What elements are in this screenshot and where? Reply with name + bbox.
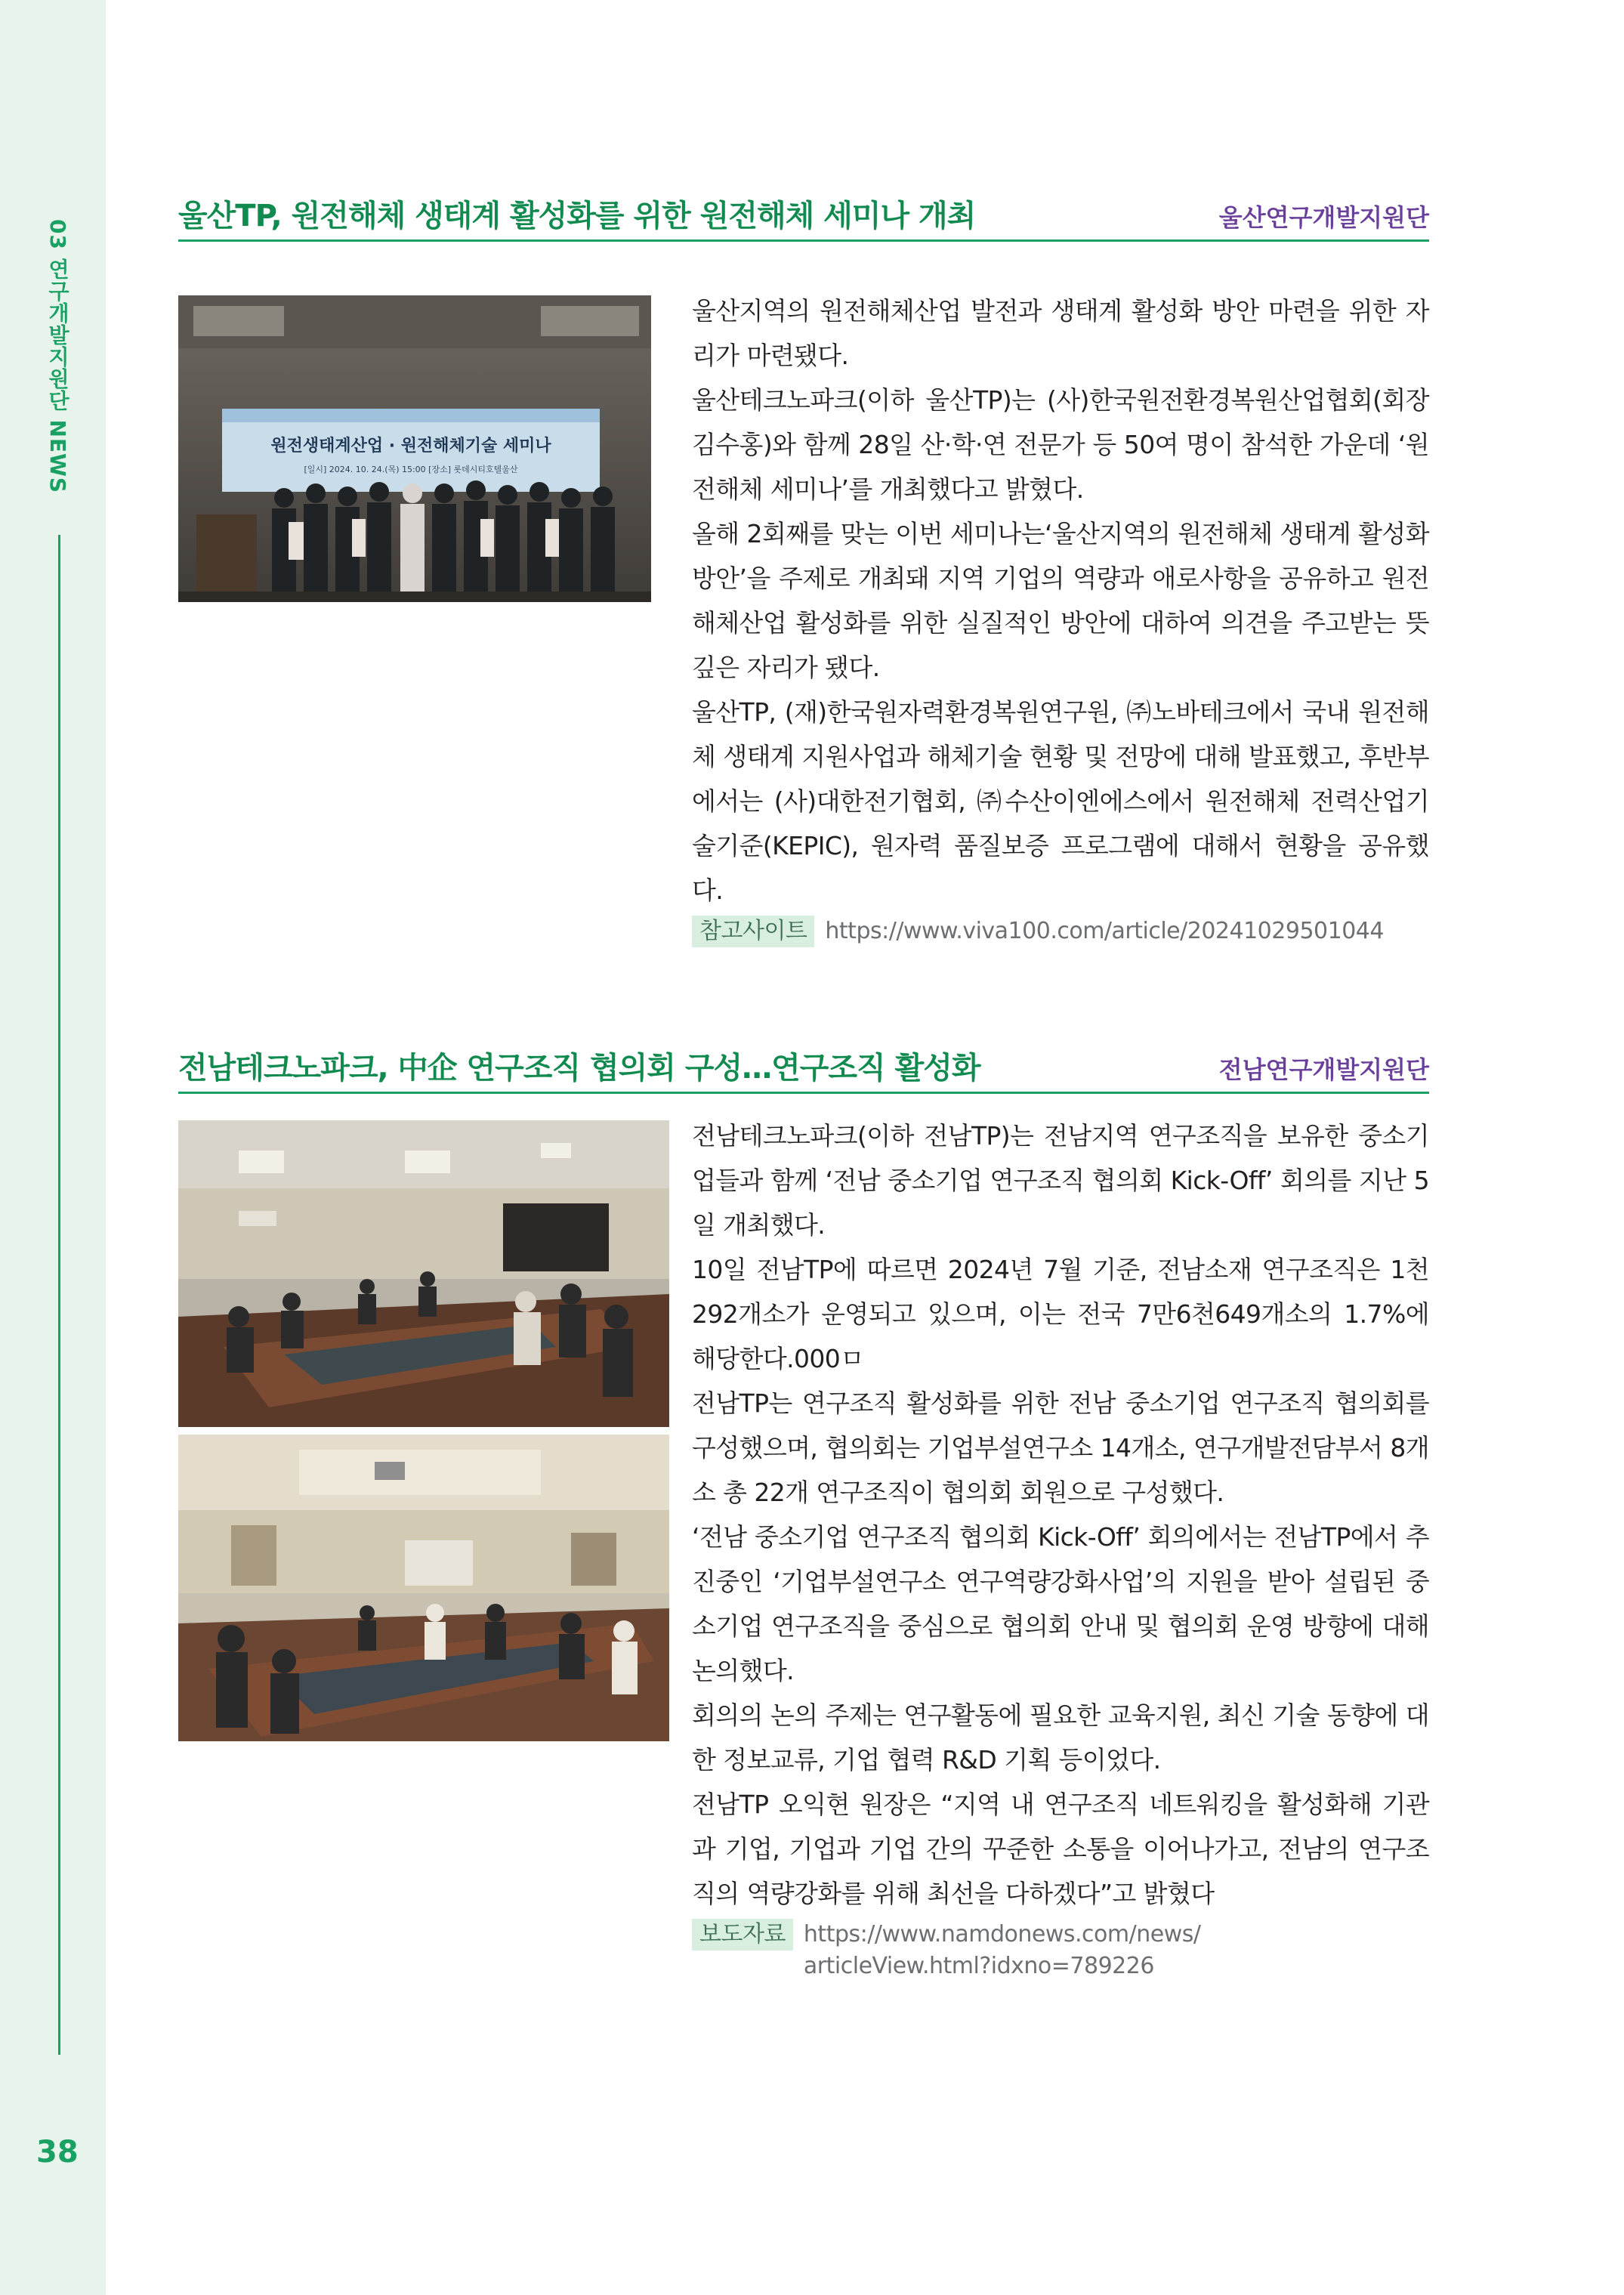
article-jeonnam	[178, 1045, 1429, 1979]
article-org: 전남연구개발지원단	[1218, 1055, 1429, 1084]
article-body	[692, 1114, 1429, 1982]
meeting-photo-1	[178, 1120, 669, 1427]
reference-tag: 보도자료	[692, 1919, 793, 1951]
seminar-photo	[178, 295, 651, 602]
paragraph: ‘전남 중소기업 연구조직 협의회 Kick-Off’ 회의에서는 전남TP에서 추진중인 ‘기업부설연구소 연구역량강화사업’의 지원을 받아 설립된 중소기업 연구조직을 중심으로 협의회 안내 및 협의회 운영 방향에 대해 논의했다.	[692, 1522, 1429, 1685]
paragraph: 전남TP는 연구조직 활성화를 위한 전남 중소기업 연구조직 협의회를 구성했으며, 협의회는 기업부설연구소 14개소, 연구개발전담부서 8개소 총 22개 연구조직이 협의회 회원으로 구성했다.	[692, 1388, 1429, 1507]
sidebar-divider	[58, 535, 60, 2055]
paragraph: 회의의 논의 주제는 연구활동에 필요한 교육지원, 최신 기술 동향에 대한 정보교류, 기업 협력 R&D 기획 등이었다.	[692, 1700, 1429, 1775]
section-label: 03 연구개발지원단 NEWS	[45, 219, 70, 494]
paragraph: 올해 2회째를 맞는 이번 세미나는‘울산지역의 원전해체 생태계 활성화 방안’을 주제로 개최돼 지역 기업의 역량과 애로사항을 공유하고 원전해체산업 활성화를 위한 실질적인 방안에 대하여 의견을 주고받는 뜻깊은 자리가 됐다.	[692, 519, 1429, 682]
paragraph: 10일 전남TP에 따르면 2024년 7월 기준, 전남소재 연구조직은 1천292개소가 운영되고 있으며, 이는 전국 7만6천649개소의 1.7%에 해당한다.000ㅁ	[692, 1255, 1429, 1373]
reference-row	[692, 916, 1429, 947]
paragraph: 울산TP, (재)한국원자력환경복원연구원, ㈜노바테크에서 국내 원전해체 생태계 지원사업과 해체기술 현황 및 전망에 대해 발표했고, 후반부에서는 (사)대한전기협회, ㈜수산이엔에스에서 원전해체 전력산업기술기준(KEPIC), 원자력 품질보증 프로그램에 대해서 현황을 공유했다.	[692, 697, 1429, 905]
banner-subtitle: [일시] 2024. 10. 24.(목) 15:00 [장소] 롯데시티호텔울산	[304, 465, 518, 474]
reference-link[interactable]: https://www.viva100.com/article/20241029501044	[825, 918, 1384, 944]
article-body	[692, 289, 1429, 947]
paragraph: 울산지역의 원전해체산업 발전과 생태계 활성화 방안 마련을 위한 자리가 마련됐다.	[692, 296, 1429, 370]
paragraph: 전남테크노파크(이하 전남TP)는 전남지역 연구조직을 보유한 중소기업들과 함께 ‘전남 중소기업 연구조직 협의회 Kick-Off’ 회의를 지난 5일 개최했다.	[692, 1121, 1429, 1240]
paragraph: 울산테크노파크(이하 울산TP)는 (사)한국원전환경복원산업협회(회장 김수홍)와 함께 28일 산·학·연 전문가 등 50여 명이 참석한 가운데 ‘원전해체 세미나’를 개최했다고 밝혔다.	[692, 385, 1429, 504]
meeting-photo-2	[178, 1435, 669, 1741]
reference-tag: 참고사이트	[692, 916, 814, 947]
article-ulsan	[178, 193, 1429, 944]
page-number: 38	[36, 2135, 79, 2170]
article-header	[178, 1045, 1429, 1094]
reference-link[interactable]: https://www.namdonews.com/news/ articleView.html?idxno=789226	[803, 1921, 1201, 1979]
article-title: 울산TP, 원전해체 생태계 활성화를 위한 원전해체 세미나 개최	[178, 199, 976, 233]
article-header	[178, 193, 1429, 242]
article-title: 전남테크노파크, 中企 연구조직 협의회 구성…연구조직 활성화	[178, 1051, 980, 1086]
article-org: 울산연구개발지원단	[1218, 203, 1429, 232]
banner-title: 원전생태계산업 · 원전해체기술 세미나	[270, 437, 551, 456]
reference-row	[692, 1919, 1429, 1982]
paragraph: 전남TP 오익현 원장은 “지역 내 연구조직 네트워킹을 활성화해 기관과 기업, 기업과 기업 간의 꾸준한 소통을 이어나가고, 전남의 연구조직의 역량강화를 위해 최선을 다하겠다”고 밝혔다	[692, 1790, 1429, 1908]
